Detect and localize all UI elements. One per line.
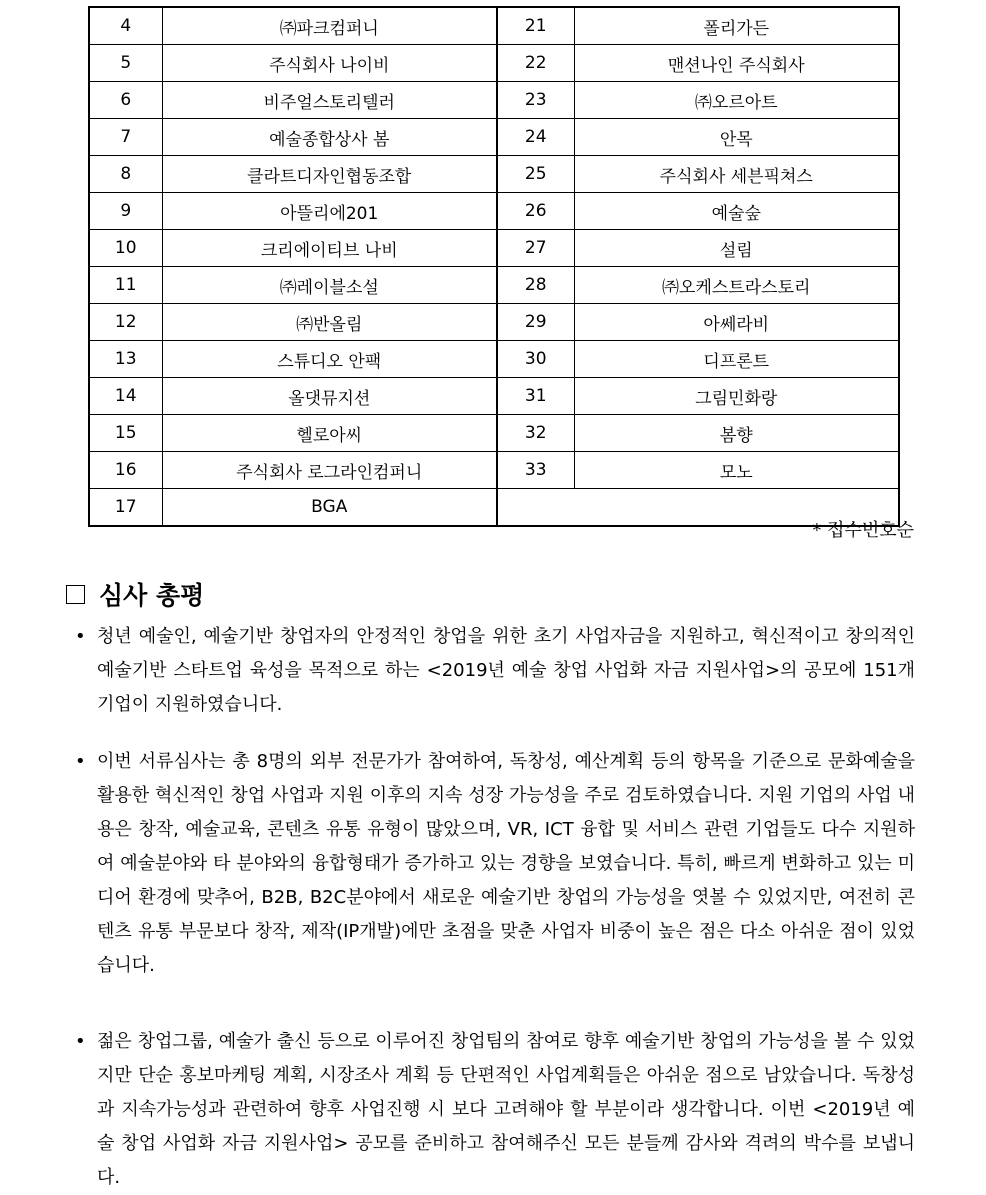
company-name-cell: 예술종합상사 봄 [162, 119, 497, 156]
company-name-cell: 주식회사 세븐픽쳐스 [574, 156, 899, 193]
order-note: * 접수번호순 [812, 520, 914, 541]
paragraph-1 [75, 620, 915, 722]
table-row [89, 267, 899, 304]
company-name-cell: 클라트디자인협동조합 [162, 156, 497, 193]
row-number-cell: 11 [89, 267, 162, 304]
row-number-cell: 9 [89, 193, 162, 230]
company-name-cell: 디프론트 [574, 341, 899, 378]
company-name-cell: ㈜반올림 [162, 304, 497, 341]
table-body [89, 7, 899, 526]
company-name-cell: ㈜파크컴퍼니 [162, 7, 497, 45]
company-name-cell: 주식회사 나이비 [162, 45, 497, 82]
table-row [89, 119, 899, 156]
row-number-cell: 24 [497, 119, 574, 156]
row-number-cell: 10 [89, 230, 162, 267]
company-name-cell: 크리에이티브 나비 [162, 230, 497, 267]
company-name-cell: 폴리가든 [574, 7, 899, 45]
company-name-cell: 올댓뮤지션 [162, 378, 497, 415]
company-name-cell: ㈜오케스트라스토리 [574, 267, 899, 304]
bullet-dot: • [75, 626, 86, 647]
row-number-cell: 27 [497, 230, 574, 267]
paragraph-text: 청년 예술인, 예술기반 창업자의 안정적인 창업을 위한 초기 사업자금을 지원하고, 혁신적이고 창의적인 예술기반 스타트업 육성을 목적으로 하는 <2019년 예술 창업 사업화 자금 지원사업>의 공모에 151개 기업이 지원하였습니다. [97, 626, 915, 715]
row-number-cell: 25 [497, 156, 574, 193]
company-name-cell: 설림 [574, 230, 899, 267]
company-name-cell: ㈜레이블소설 [162, 267, 497, 304]
company-name-cell: 아뜰리에201 [162, 193, 497, 230]
company-name-cell: 그림민화랑 [574, 378, 899, 415]
row-number-cell: 8 [89, 156, 162, 193]
table-row [89, 156, 899, 193]
section-title [66, 576, 204, 612]
table-row [89, 415, 899, 452]
row-number-cell: 28 [497, 267, 574, 304]
row-number-cell: 5 [89, 45, 162, 82]
company-name-cell: 스튜디오 안팩 [162, 341, 497, 378]
section-title-text: 심사 총평 [99, 581, 205, 610]
company-name-cell: 아쎄라비 [574, 304, 899, 341]
table-row [89, 304, 899, 341]
row-number-cell: 17 [89, 489, 162, 527]
row-number-cell: 16 [89, 452, 162, 489]
paragraph-text: 젊은 창업그룹, 예술가 출신 등으로 이루어진 창업팀의 참여로 향후 예술기반 창업의 가능성을 볼 수 있었지만 단순 홍보마케팅 계획, 시장조사 계획 등 단편적인 사업계획들은 아쉬운 점으로 남았습니다. 독창성과 지속가능성과 관련하여 향후 사업진행 시 보다 고려해야 할 부분이라 생각합니다. 이번 <2019년 예술 창업 사업화 자금 지원사업> 공모를 준비하고 참여해주신 모든 분들께 감사와 격려의 박수를 보냅니다. [97, 1031, 915, 1188]
row-number-cell: 32 [497, 415, 574, 452]
row-number-cell: 6 [89, 82, 162, 119]
row-number-cell: 4 [89, 7, 162, 45]
row-number-cell: 21 [497, 7, 574, 45]
row-number-cell: 31 [497, 378, 574, 415]
paragraph-text: 이번 서류심사는 총 8명의 외부 전문가가 참여하여, 독창성, 예산계획 등의 항목을 기준으로 문화예술을 활용한 혁신적인 창업 사업과 지원 이후의 지속 성장 가능성을 주로 검토하였습니다. 지원 기업의 사업 내용은 창작, 예술교육, 콘텐츠 유통 유형이 많았으며, VR, ICT 융합 및 서비스 관련 기업들도 다수 지원하여 예술분야와 타 분야와의 융합형태가 증가하고 있는 경향을 보였습니다. 특히, 빠르게 변화하고 있는 미디어 환경에 맞추어, B2B, B2C분야에서 새로운 예술기반 창업의 가능성을 엿볼 수 있었지만, 여전히 콘텐츠 유통 부문보다 창작, 제작(IP개발)에만 초점을 맞춘 사업자 비중이 높은 점은 다소 아쉬운 점이 있었습니다. [97, 751, 915, 976]
row-number-cell: 26 [497, 193, 574, 230]
row-number-cell: 14 [89, 378, 162, 415]
row-number-cell: 7 [89, 119, 162, 156]
company-name-cell: 안목 [574, 119, 899, 156]
row-number-cell: 15 [89, 415, 162, 452]
company-name-cell: 모노 [574, 452, 899, 489]
table-row [89, 82, 899, 119]
company-name-cell: 예술숲 [574, 193, 899, 230]
row-number-cell: 22 [497, 45, 574, 82]
bullet-dot: • [75, 751, 86, 772]
paragraph-3 [75, 1025, 915, 1195]
table-row [89, 489, 899, 527]
table-row [89, 341, 899, 378]
table-row [89, 230, 899, 267]
row-number-cell: 29 [497, 304, 574, 341]
checkbox-icon [66, 585, 85, 604]
paragraph-2 [75, 745, 915, 983]
table-row [89, 378, 899, 415]
table-row [89, 193, 899, 230]
row-number-cell: 23 [497, 82, 574, 119]
row-number-cell: 30 [497, 341, 574, 378]
company-name-cell: 비주얼스토리텔러 [162, 82, 497, 119]
company-name-cell: 맨션나인 주식회사 [574, 45, 899, 82]
company-name-cell: BGA [162, 489, 497, 527]
table-row [89, 45, 899, 82]
row-number-cell: 13 [89, 341, 162, 378]
company-name-cell: ㈜오르아트 [574, 82, 899, 119]
company-table [88, 6, 900, 527]
row-number-cell: 33 [497, 452, 574, 489]
company-name-cell: 주식회사 로그라인컴퍼니 [162, 452, 497, 489]
company-name-cell: 헬로아씨 [162, 415, 497, 452]
bullet-dot: • [75, 1031, 86, 1052]
table-row [89, 7, 899, 45]
row-number-cell: 12 [89, 304, 162, 341]
company-name-cell: 봄향 [574, 415, 899, 452]
table-row [89, 452, 899, 489]
